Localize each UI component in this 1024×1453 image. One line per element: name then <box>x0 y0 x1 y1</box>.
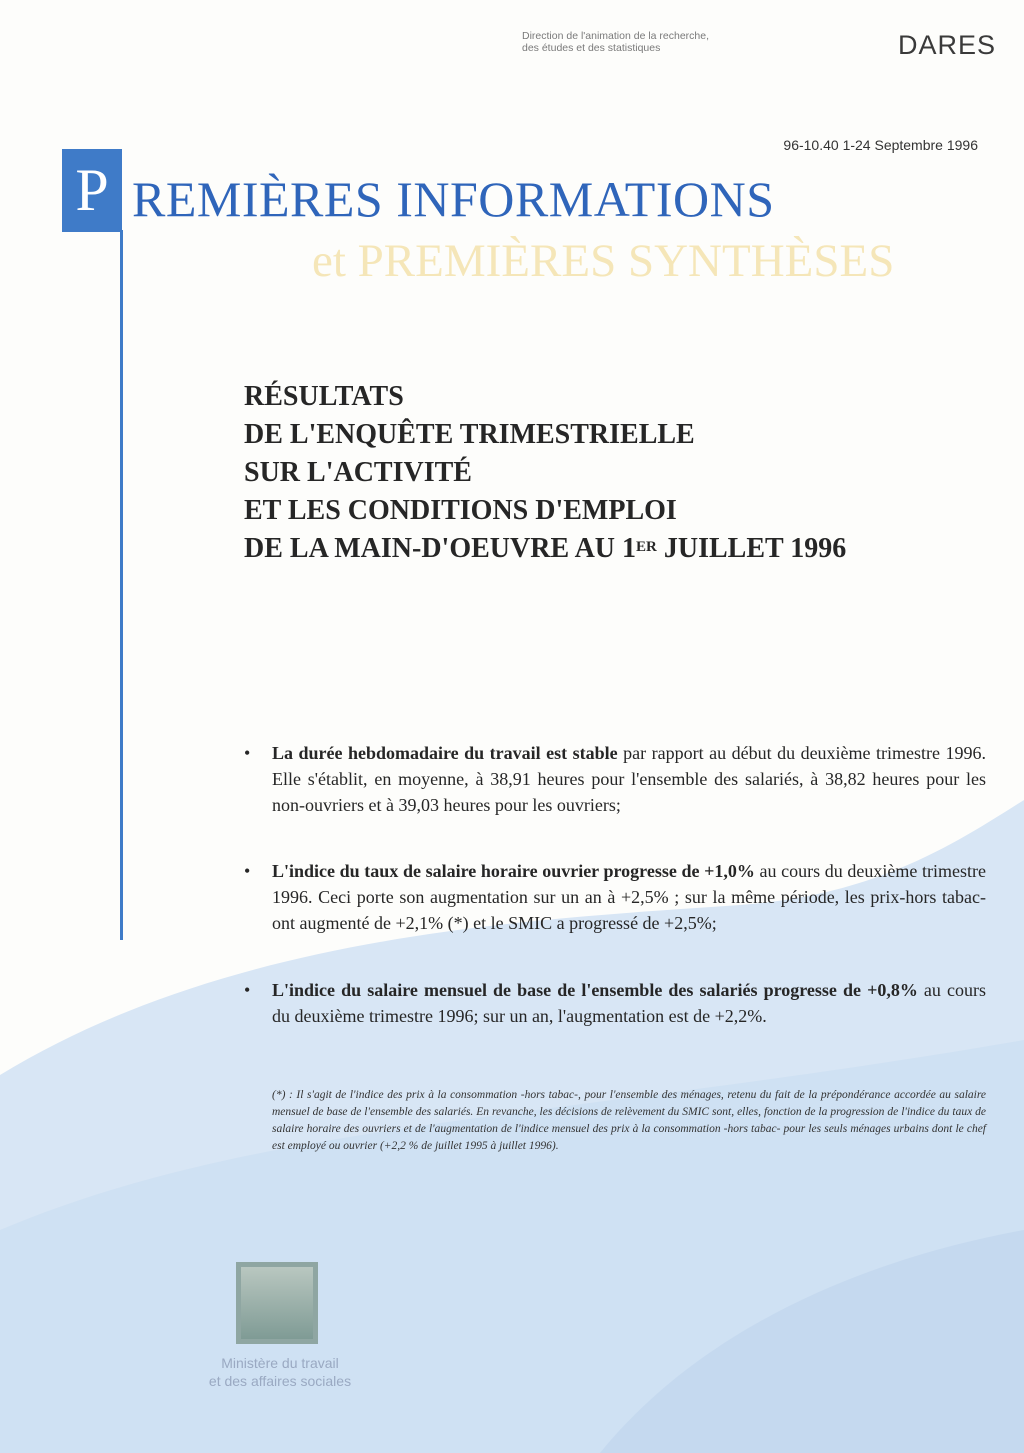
ministry-line-2: et des affaires sociales <box>208 1373 352 1389</box>
bullet-body: au cours du deuxième trimestre 1996; sur un an, l'augmentation est de +2,2%. <box>272 980 986 1026</box>
ministry-logo <box>236 1262 318 1344</box>
bullet-body: par rapport au début du deuxième trimestre 1996. Elle s'établit, en moyenne, à 38,91 heures pour l'ensemble des salariés, à 38,82 heures pour les non-ouvriers et à 39,03 heures pour les ouvriers; <box>272 743 987 815</box>
headline-line-1: RÉSULTATS <box>244 381 404 412</box>
direction-label <box>522 30 782 54</box>
bullet-bold-lead: La durée hebdomadaire du travail est stable <box>272 743 618 763</box>
bullet-dot: • <box>244 980 251 1000</box>
headline-line-3: SUR L'ACTIVITÉ <box>244 457 472 488</box>
bullet-text <box>272 740 986 818</box>
masthead-initial: P <box>62 149 122 232</box>
bullet-body: au cours du deuxième trimestre 1996. Ceci porte son augmentation sur un an à +2,5% ; sur la même période, les prix-hors tabac-ont augmenté de +2,1% (*) et le SMIC a progressé de +2,5%; <box>272 861 986 933</box>
direction-line-2: des études et des statistiques <box>522 42 661 54</box>
headline-line-2: DE L'ENQUÊTE TRIMESTRIELLE <box>244 419 695 450</box>
headline-line-4: ET LES CONDITIONS D'EMPLOI <box>244 495 677 526</box>
bullet-text <box>272 977 986 1029</box>
bullet-bold-lead: L'indice du taux de salaire horaire ouvrier progresse de +1,0% <box>272 861 755 881</box>
headline-line-5-b: JUILLET 1996 <box>656 533 847 564</box>
headline <box>244 378 984 568</box>
bullet-bold-lead: L'indice du salaire mensuel de base de l'ensemble des salariés progresse de +0,8% <box>272 980 918 1000</box>
summary-bullet <box>244 858 986 936</box>
bullet-text <box>272 858 986 936</box>
headline-line-5 <box>244 530 984 568</box>
ministry-line-1: Ministère du travail <box>221 1355 339 1371</box>
org-name: DARES <box>898 30 997 60</box>
masthead-title-line-2: et PREMIÈRES SYNTHÈSES <box>312 235 895 287</box>
summary-bullet <box>244 977 986 1029</box>
bullet-dot: • <box>244 861 251 881</box>
direction-line-1: Direction de l'animation de la recherche, <box>522 30 710 42</box>
bullet-dot: • <box>244 743 251 763</box>
issue-number-date: 96-10.40 1-24 Septembre 1996 <box>783 137 978 153</box>
headline-line-5-a: DE LA MAIN-D'OEUVRE AU 1 <box>244 533 637 564</box>
masthead-title-line-1: REMIÈRES INFORMATIONS <box>132 171 775 227</box>
footnote: (*) : Il s'agit de l'indice des prix à la consommation -hors tabac-, pour l'ensemble des ménages, retenu du fait de la prépondérance accordée au salaire mensuel de base de l'ensemble des salariés. En revanche, les décisions de relèvement du SMIC sont, elles, fonction de la progression de l'indice du taux de salaire horaire des ouvriers et de l'augmentation de l'indice mensuel des prix à la consommation -hors tabac- pour les seuls ménages urbains dont le chef est employé ou ouvrier (+2,2 % de juillet 1995 à juillet 1996). <box>272 1089 986 1152</box>
summary-bullet <box>244 740 986 818</box>
ministry-logo-image <box>241 1267 313 1339</box>
headline-superscript: ER <box>636 539 657 555</box>
masthead-rule <box>120 230 123 940</box>
ministry-name <box>150 1354 410 1390</box>
